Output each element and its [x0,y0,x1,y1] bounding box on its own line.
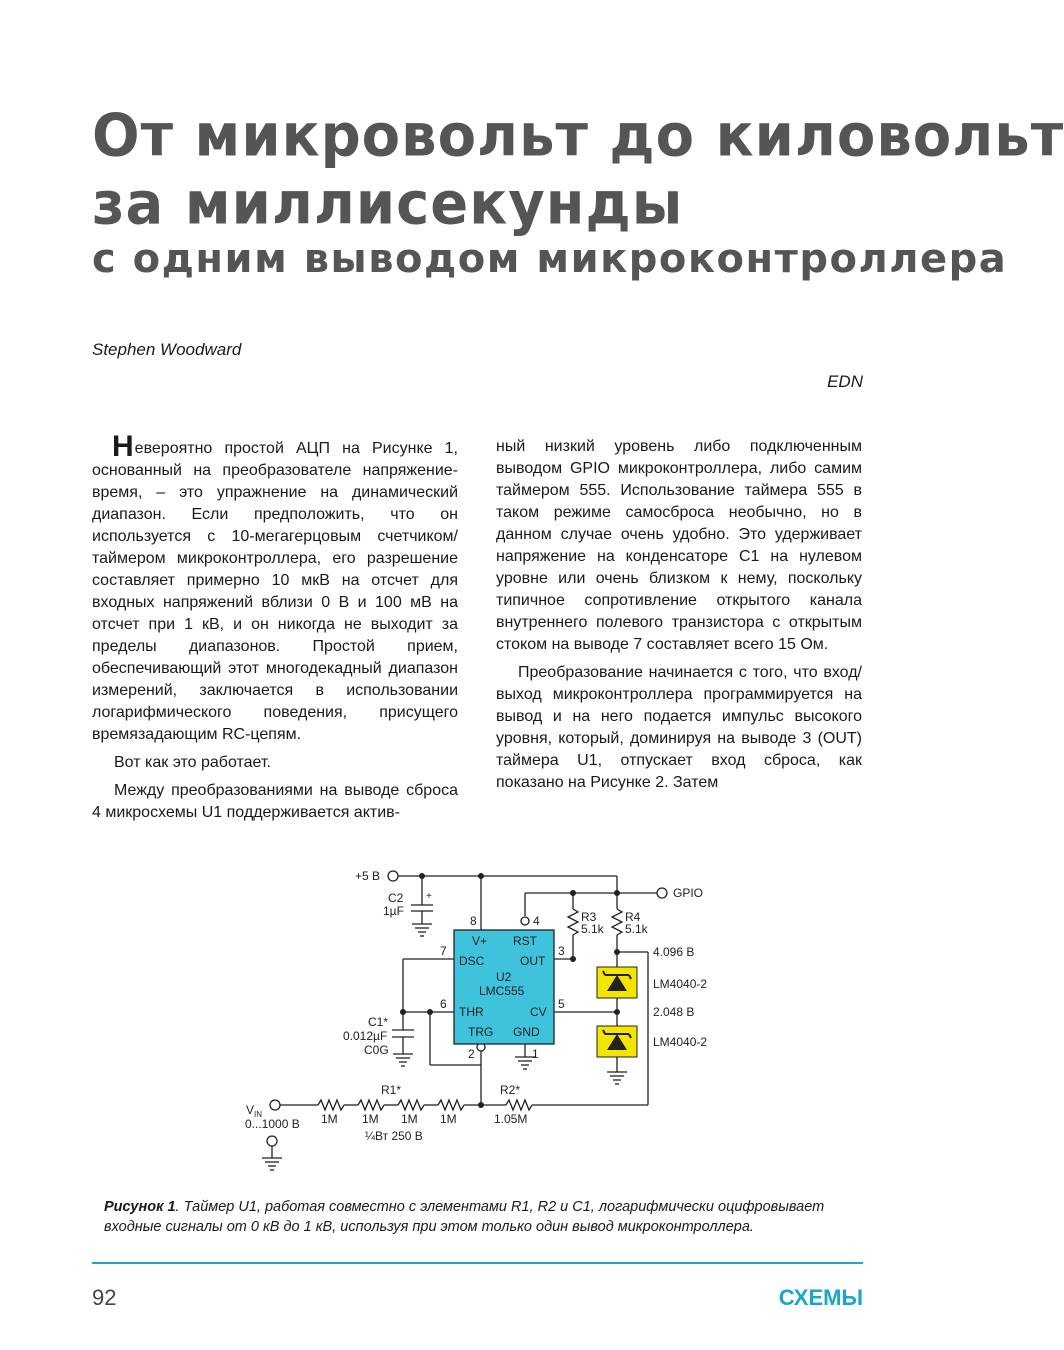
label-c2-plus: + [426,891,432,902]
title-line-3: с одним выводом микроконтроллера [92,236,1008,282]
label-r1-b: 1M [362,1112,379,1126]
title-line-1: От микровольт до киловольт [92,102,1064,171]
chip-pin-out: OUT [520,954,546,968]
label-vplus: +5 В [355,869,381,883]
article-column-left [92,430,458,830]
label-c1-value: 0.012µF [343,1029,388,1043]
label-r1-d: 1M [440,1112,457,1126]
label-c1: C1* [368,1015,389,1029]
label-lm4040-top: LM4040-2 [653,977,708,991]
caption-label: Рисунок 1 [104,1199,176,1215]
zener-diode-bottom [597,1026,637,1057]
label-c2: C2 [388,891,404,905]
title-line-2: за миллисекунды [92,170,684,239]
paragraph: Преобразование начинается с того, что вход/выход микроконтроллера программируется на вывод и на него подается импульс высокого уровня, который, доминируя на выводе 3 (OUT) таймера U1, отпускает вход сброса, как показано на Рисунке 2. Затем [496,664,862,791]
label-c2-value: 1µF [383,904,404,918]
label-r2-value: 1.05M [494,1112,528,1126]
zener-diode-top [597,967,637,998]
paragraph [92,430,458,746]
caption-text: . Таймер U1, работая совместно с элементами R1, R2 и C1, логарифмически оцифровывает входные сигналы от 0 кВ до 1 кВ, используя при этом только один вывод микроконтроллера. [104,1199,825,1235]
label-r1: R1* [381,1083,402,1097]
label-pin6: 6 [440,997,447,1011]
label-pin3: 3 [558,944,565,958]
label-pin1: 1 [532,1047,539,1061]
label-r4: R4 [625,910,641,924]
chip-pin-thr: THR [459,1005,484,1019]
label-r4-value: 5.1k [625,922,648,936]
chip-pin-rst: RST [513,934,537,948]
circuit-diagram [0,858,955,1188]
source: EDN [827,372,863,391]
label-gpio: GPIO [673,886,704,900]
label-pin8: 8 [470,914,477,928]
label-r1-a: 1M [321,1112,338,1126]
chip-pin-trg: TRG [468,1025,494,1039]
label-vin: $V_{IN}$ [246,1103,263,1119]
page-number: 92 [92,1285,117,1310]
drop-cap: Н [112,430,134,463]
article-column-right [496,436,862,800]
label-r1-c: 1M [401,1112,418,1126]
footer-rule [92,1262,863,1264]
chip-pin-vplus: V+ [472,934,488,948]
label-pin2: 2 [468,1047,475,1061]
chip-name: U2 [496,970,512,984]
chip-pin-gnd: GND [513,1025,540,1039]
author: Stephen Woodward [92,340,242,359]
label-r3-value: 5.1k [581,922,604,936]
label-c1-type: C0G [364,1043,389,1057]
label-r3: R3 [581,910,597,924]
label-lm4040-bottom: LM4040-2 [653,1035,708,1049]
section-name: СХЕМЫ [778,1285,863,1310]
chip-part: LMC555 [479,984,525,998]
label-pin7: 7 [440,944,447,958]
label-r1-power: ¼Вт 250 В [365,1129,423,1143]
chip-pin-dsc: DSC [459,954,485,968]
label-2048v: 2.048 В [653,1005,695,1019]
label-pin4: 4 [533,914,540,928]
label-vin-range: 0...1000 В [245,1117,300,1131]
label-pin5: 5 [558,997,565,1011]
label-4096v: 4.096 В [653,945,695,959]
chip-pin-cv: CV [530,1005,547,1019]
paragraph: ный низкий уровень либо подключенным выводом GPIO микроконтроллера, либо самим таймером 555. Использование таймера 555 в таком режиме самосброса необычно, но в данном случае очень удобно. Это удерживает напряжение на конденсаторе C1 на нулевом уровне или очень близком к нему, поскольку типичное сопротивление открытого канала внутреннего полевого транзистора с открытым стоком на выводе 7 составляет всего 15 Ом. [496,438,862,653]
figure-caption [104,1197,864,1237]
paragraph-text: евероятно простой АЦП на Рисунке 1, основанный на преобразователе напряжение-время, – это упражнение на динамический диапазон. Если предположить, что он используется с 10-мегагерцовым счетчиком/таймером микроконтроллера, его разрешение составляет примерно 10 мкВ на отсчет для входных напряжений вблизи 0 В и 100 мВ на отсчет при 1 кВ, и он никогда не выходит за пределы диапазонов. Простой прием, обеспечивающий этот многодекадный диапазон измерений, заключается в использовании логарифмического поведения, присущего времязадающим RC-цепям. [92,440,458,743]
label-r2: R2* [500,1083,521,1097]
paragraph: Вот как это работает. [114,754,271,771]
paragraph: Между преобразованиями на выводе сброса 4 микросхемы U1 поддерживается актив- [92,782,458,821]
